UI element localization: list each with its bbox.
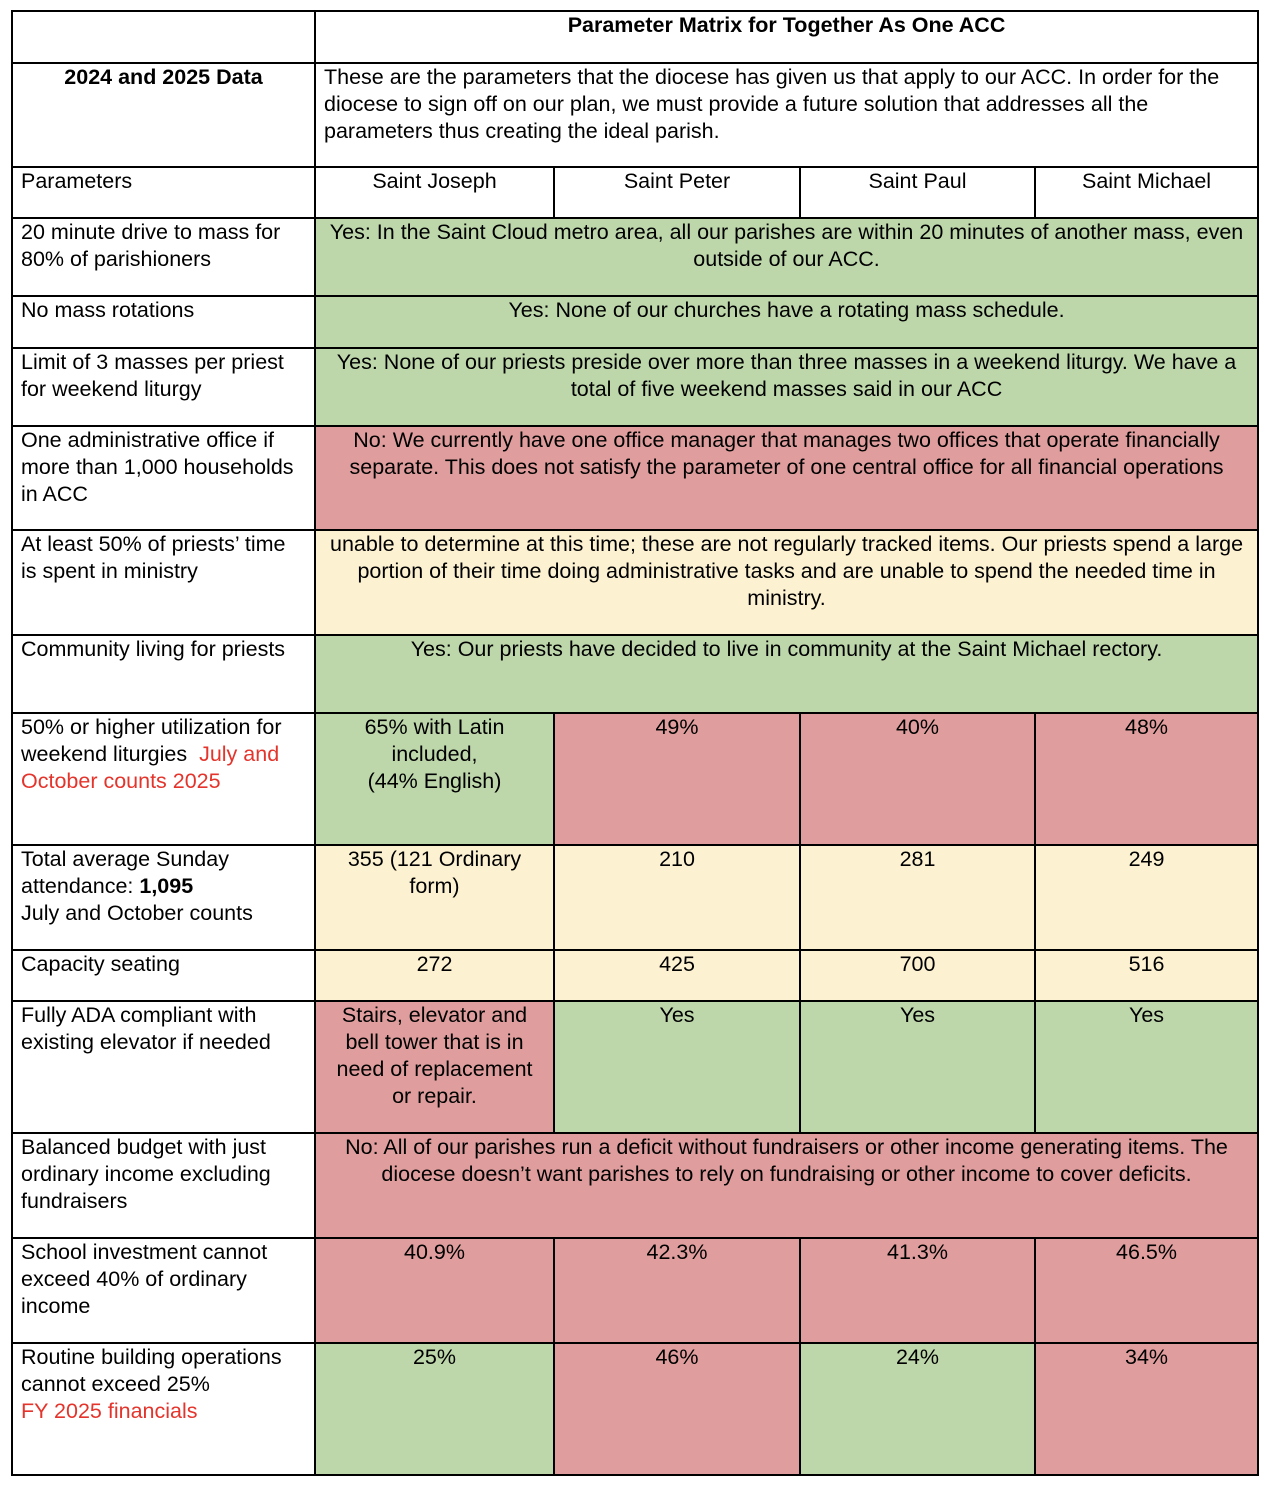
param-ada: Fully ADA compliant with existing elevator if needed (12, 1001, 315, 1133)
table-row (12, 950, 1258, 1001)
param-community: Community living for priests (12, 635, 315, 713)
param-utilization (12, 713, 315, 845)
table-row (12, 1001, 1258, 1133)
result-community: Yes: Our priests have decided to live in community at the Saint Michael rectory. (315, 635, 1258, 713)
attendance-total: 1,095 (139, 874, 194, 898)
utilization-saint-joseph-value: 65% with Latin included, (364, 715, 505, 766)
param-attendance (12, 845, 315, 950)
attendance-subnote: July and October counts (21, 901, 253, 925)
building-saint-joseph: 25% (315, 1343, 554, 1475)
capacity-saint-paul: 700 (800, 950, 1035, 1001)
column-header-saint-michael: Saint Michael (1035, 167, 1258, 218)
param-attendance-label: Total average Sunday attendance: (21, 847, 229, 898)
data-year-label: 2024 and 2025 Data (12, 63, 315, 167)
utilization-saint-paul: 40% (800, 713, 1035, 845)
param-building-label: Routine building operations cannot exceed 25% (21, 1345, 282, 1396)
utilization-saint-peter: 49% (554, 713, 800, 845)
column-header-saint-peter: Saint Peter (554, 167, 800, 218)
param-office: One administrative office if more than 1,000 households in ACC (12, 426, 315, 530)
param-building-note: FY 2025 financials (21, 1399, 198, 1423)
utilization-saint-joseph-english: (44% English) (367, 769, 502, 793)
table-row (12, 845, 1258, 950)
table-row (12, 635, 1258, 713)
description-text: These are the parameters that the diocese has given us that apply to our ACC. In order for the diocese to sign off on our plan, we must provide a future solution that addresses all the parameters thus creating the ideal parish. (315, 63, 1258, 167)
school-saint-michael: 46.5% (1035, 1238, 1258, 1343)
result-drive: Yes: In the Saint Cloud metro area, all our parishes are within 20 minutes of another mass, even outside of our ACC. (315, 218, 1258, 296)
table-row (12, 1238, 1258, 1343)
title-row (12, 11, 1258, 63)
attendance-saint-paul: 281 (800, 845, 1035, 950)
result-rotations: Yes: None of our churches have a rotating mass schedule. (315, 296, 1258, 348)
param-utilization-note: July and October counts 2025 (21, 742, 280, 793)
table-row (12, 1343, 1258, 1475)
ada-saint-peter: Yes (554, 1001, 800, 1133)
building-saint-michael: 34% (1035, 1343, 1258, 1475)
attendance-saint-michael: 249 (1035, 845, 1258, 950)
attendance-saint-peter: 210 (554, 845, 800, 950)
utilization-saint-joseph (315, 713, 554, 845)
param-limit: Limit of 3 masses per priest for weekend liturgy (12, 348, 315, 426)
column-header-saint-joseph: Saint Joseph (315, 167, 554, 218)
table-title: Parameter Matrix for Together As One ACC (315, 11, 1258, 63)
result-ministry: unable to determine at this time; these are not regularly tracked items. Our priests spend a large portion of their time doing administrative tasks and are unable to spend the needed time in ministry. (315, 530, 1258, 635)
result-budget: No: All of our parishes run a deficit without fundraisers or other income generating items. The diocese doesn’t want parishes to rely on fundraising or other income to cover deficits. (315, 1133, 1258, 1238)
param-school: School investment cannot exceed 40% of ordinary income (12, 1238, 315, 1343)
param-drive: 20 minute drive to mass for 80% of parishioners (12, 218, 315, 296)
ada-saint-paul: Yes (800, 1001, 1035, 1133)
result-limit: Yes: None of our priests preside over more than three masses in a weekend liturgy. We have a total of five weekend masses said in our ACC (315, 348, 1258, 426)
table-row (12, 426, 1258, 530)
ada-saint-joseph: Stairs, elevator and bell tower that is in need of replacement or repair. (315, 1001, 554, 1133)
column-header-saint-paul: Saint Paul (800, 167, 1035, 218)
capacity-saint-peter: 425 (554, 950, 800, 1001)
ada-saint-michael: Yes (1035, 1001, 1258, 1133)
building-saint-paul: 24% (800, 1343, 1035, 1475)
description-row (12, 63, 1258, 167)
table-row (12, 296, 1258, 348)
table-row (12, 713, 1258, 845)
param-ministry: At least 50% of priests’ time is spent in ministry (12, 530, 315, 635)
building-saint-peter: 46% (554, 1343, 800, 1475)
column-header-row (12, 167, 1258, 218)
column-header-parameters: Parameters (12, 167, 315, 218)
school-saint-paul: 41.3% (800, 1238, 1035, 1343)
school-saint-joseph: 40.9% (315, 1238, 554, 1343)
param-utilization-label: 50% or higher utilization for weekend liturgies (21, 715, 282, 766)
result-office: No: We currently have one office manager that manages two offices that operate financially separate. This does not satisfy the parameter of one central office for all financial operations (315, 426, 1258, 530)
utilization-saint-michael: 48% (1035, 713, 1258, 845)
attendance-saint-joseph: 355 (121 Ordinary form) (315, 845, 554, 950)
parameter-matrix-table (11, 10, 1259, 1476)
school-saint-peter: 42.3% (554, 1238, 800, 1343)
table-row (12, 348, 1258, 426)
table-row (12, 218, 1258, 296)
table-row (12, 1133, 1258, 1238)
param-rotations: No mass rotations (12, 296, 315, 348)
param-building (12, 1343, 315, 1475)
param-budget: Balanced budget with just ordinary income excluding fundraisers (12, 1133, 315, 1238)
title-blank-cell (12, 11, 315, 63)
table-row (12, 530, 1258, 635)
capacity-saint-joseph: 272 (315, 950, 554, 1001)
capacity-saint-michael: 516 (1035, 950, 1258, 1001)
param-capacity: Capacity seating (12, 950, 315, 1001)
